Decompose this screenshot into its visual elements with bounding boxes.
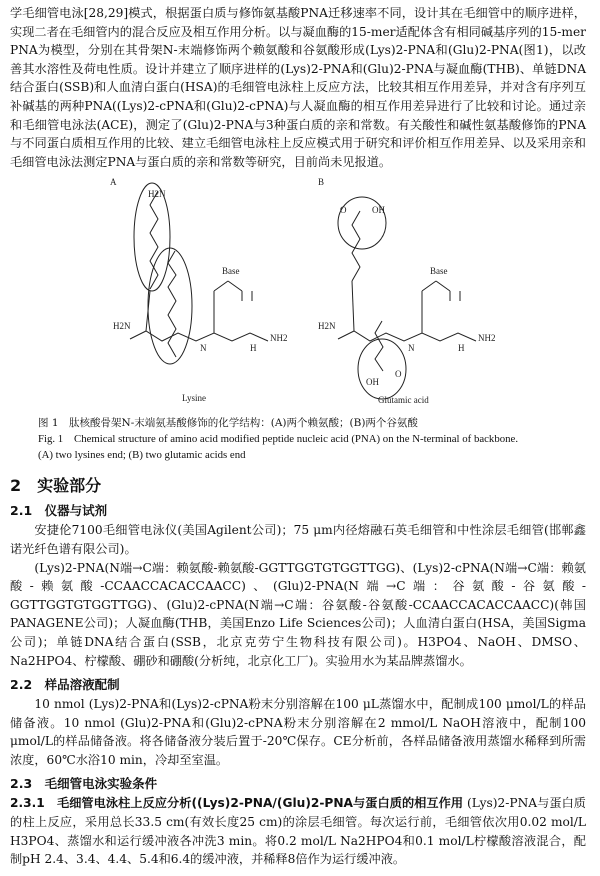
glutamic-1-chain [352,211,360,281]
section-2-heading: 2 实验部分 [10,476,102,496]
lysine-2-chain [168,251,176,357]
chemical-structure-diagram [0,171,600,415]
nh2-label-a: NH2 [270,333,288,344]
h-label-a: H [250,343,257,354]
figure-caption-en-1: Fig. 1 Chemical structure of amino acid modified peptide nucleic acid (PNA) on the N-terminal of backbone. [38,433,519,446]
section-2-2-paragraph: 10 nmol (Lys)2-PNA和(Lys)2-cPNA粉末分别溶解在100 μL蒸馏水中，配制成100 μmol/L的样品储备液。10 nmol (Glu)2-PNA和(Glu)2-cPNA粉末分别溶解在2 mmol/L NaOH溶液中，配制100 μmol/L的样品储备液。将各储备液分装后置于-20℃保存。CE分析前，各样品储备液用蒸馏水稀释到所需浓度，60℃水浴10 min，冷却至室温。 [10,697,586,767]
intro-paragraph: 学毛细管电泳[28,29]模式，根据蛋白质与修饰氨基酸PNA迁移速率不同，设计其在毛细管中的顺序进样，实现二者在毛细管内的混合反应及相互作用分析。以与凝血酶的15-mer适配体含有相同碱基序列的15-mer PNA为模型，分别在其骨架N-末端修饰两个赖氨酸和谷氨酸形成(Lys)2-PNA和(Glu)2-PNA(图1)，以改善其水溶性及荷电性质。设计并建立了顺序进样的(Lys)2-PNA和(Glu)2-PNA与凝血酶(THB)、单链DNA结合蛋白(SSB)和人血清白蛋白(HSA)的毛细管电泳柱上反应方法，比较其相互作用差异，并对含有序列互补碱基的两种PNA((Lys)2-cPNA和(Glu)2-cPNA)与人凝血酶的相互作用差异进行了比较和讨论。通过亲和毛细管电泳法(ACE)，测定了(Glu)2-PNA与3种蛋白质的亲和常数。有关酸性和碱性氨基酸修饰的PNA与不同蛋白质相互作用的比较、建立毛细管电泳柱上反应模式用于研究和评价相互作用差异、以及采用亲和毛细管电泳法测定PNA与蛋白质的亲和常数等研究，目前尚未见报道。 [10,6,586,169]
panel-a-label: A [110,177,117,188]
oh-label-b2: OH [366,377,379,388]
section-2-3-1-body: (Lys)2-PNA与蛋白质的柱上反应，采用总长33.5 cm(有效长度25 cm)的涂层毛细管。每次运行前，毛细管依次用0.02 mol/L H3PO4、蒸馏水和运行缓冲液各冲洗3 min。将0.2 mol/L Na2HPO4和0.1 mol/L柠檬酸溶液混合，配制pH 2.4、3.4、4.4、5.4和6.4的缓冲液，并稀释8倍作为运行缓冲液。 [10,796,586,867]
lysine-h2n-label: H2N [113,321,131,332]
h2n-label-b: H2N [318,321,336,332]
glutamic-acid-label: Glutamic acid [378,395,429,406]
section-2-3-1-paragraph [10,794,586,868]
n-label-b: N [408,343,415,354]
figure-caption-cn: 图 1 肽核酸骨架N-末端氨基酸修饰的化学结构：(A)两个赖氨酸；(B)两个谷氨酸 [38,417,418,430]
panel-b-label: B [318,177,325,188]
section-2-1-heading: 2.1 仪器与试剂 [10,503,108,519]
section-2-3-heading: 2.3 毛细管电泳实验条件 [10,776,158,792]
base-label-b: Base [430,266,448,277]
figure-1 [0,171,600,415]
o-label-b1: O [340,205,347,216]
backbone-b [338,331,476,341]
o-label-b2: O [395,369,402,380]
figure-caption-en-2: (A) two lysines end; (B) two glutamic acids end [38,449,246,462]
section-2-1-paragraph-2: (Lys)2-PNA(N端→C端：赖氨酸-赖氨酸-GGTTGGTGTGGTTGG)、(Lys)2-cPNA(N端→C端：赖氨酸-赖氨酸-CCAACCACACCAACC)、(Glu)2-PNA(N端→C端：谷氨酸-谷氨酸-GGTTGGTGTGGTTGG)、(Glu)2-cPNA(N端→C端：谷氨酸-谷氨酸-CCAACCACACCAACC)(韩国PANAGENE公司)；人凝血酶(THB，美国Enzo Life Sciences公司)；人血清白蛋白(HSA，美国Sigma公司)；单链DNA结合蛋白(SSB，北京克劳宁生物科技有限公司)。H3PO4、NaOH、DMSO、Na2HPO4、柠檬酸、硼砂和硼酸(分析纯，北京化工厂)。实验用水为某品牌蒸馏水。 [10,560,586,668]
lysine-nh2-top: H2N [148,189,166,200]
h-label-b: H [458,343,465,354]
oh-label-b1: OH [372,205,385,216]
panel-b-structure [338,197,476,399]
lysine-label: Lysine [182,393,206,404]
section-2-1-paragraph-1: 安捷伦7100毛细管电泳仪(美国Agilent公司)；75 μm内径熔融石英毛细管和中性涂层毛细管(邯郸鑫诺光纤色谱有限公司)。 [10,523,586,556]
section-2-3-1-heading: 2.3.1 毛细管电泳柱上反应分析((Lys)2-PNA/(Glu)2-PNA与蛋白质的相互作用 [10,796,464,811]
panel-a-structure [130,183,268,364]
section-2-2-heading: 2.2 样品溶液配制 [10,677,120,693]
nh2-label-b: NH2 [478,333,496,344]
base-label-a: Base [222,266,240,277]
n-label-a: N [200,343,207,354]
glutamic-2-chain [375,321,383,371]
